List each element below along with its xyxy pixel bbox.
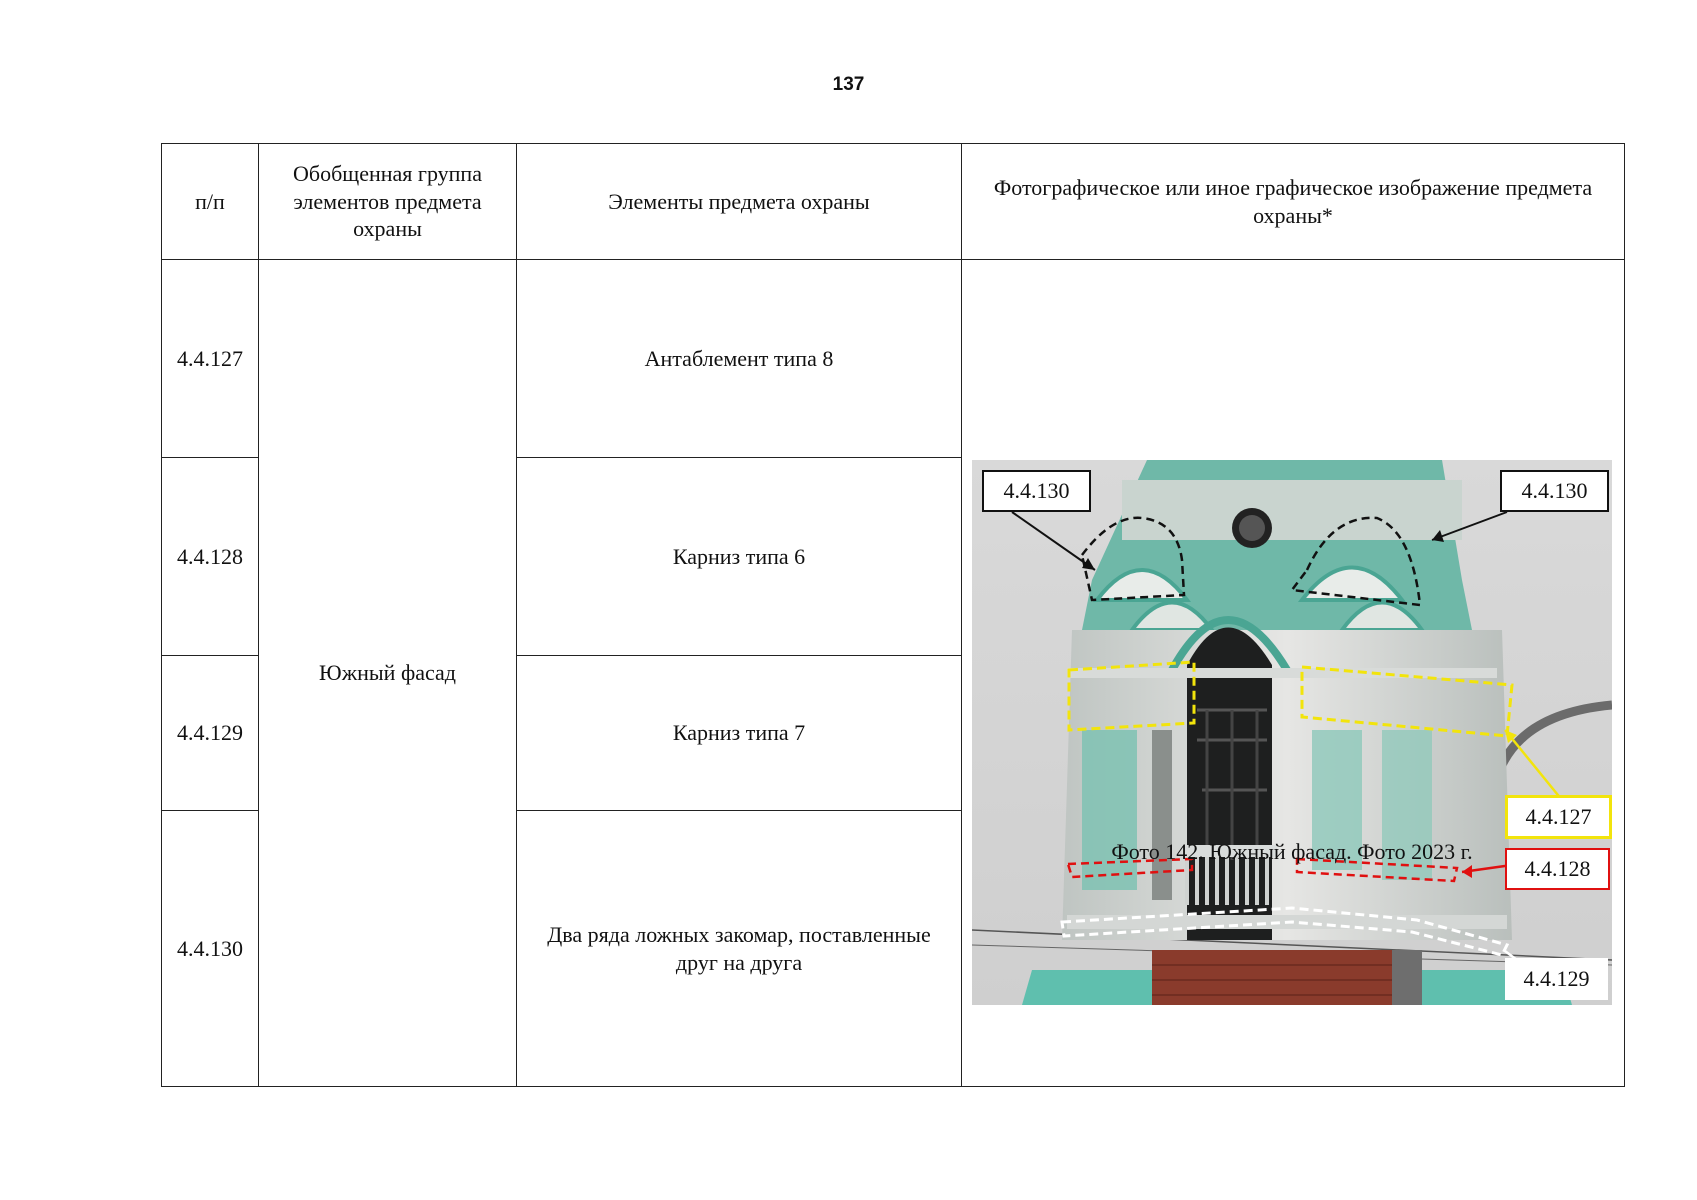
header-elements: Элементы предмета охраны [517,144,962,260]
row-number: 4.4.130 [162,811,259,1087]
row-number: 4.4.127 [162,260,259,458]
callout-yellow: 4.4.127 [1505,795,1612,839]
photo-cell [962,260,1625,1087]
callout-red: 4.4.128 [1505,848,1610,890]
element-cell: Карниз типа 7 [517,656,962,811]
header-row [162,144,1625,260]
header-group: Обобщенная группа элементов предмета охраны [259,144,517,260]
photo-caption: Фото 142. Южный фасад. Фото 2023 г. [1111,839,1473,864]
header-num: п/п [162,144,259,260]
callout-top-left: 4.4.130 [982,470,1091,512]
page-number: 137 [832,74,865,95]
element-cell: Карниз типа 6 [517,458,962,656]
facade-photo-image [972,460,1612,1005]
element-cell: Антаблемент типа 8 [517,260,962,458]
protection-table [161,143,1625,1087]
element-cell: Два ряда ложных закомар, поставленные друг на друга [517,811,962,1087]
row-number: 4.4.128 [162,458,259,656]
row-number: 4.4.129 [162,656,259,811]
callout-top-right: 4.4.130 [1500,470,1609,512]
facade-photo [972,460,1612,1005]
group-cell: Южный фасад [259,260,517,1087]
table-row [162,260,1625,458]
callout-white: 4.4.129 [1505,958,1608,1000]
header-image: Фотографическое или иное графическое изображение предмета охраны* [962,144,1625,260]
